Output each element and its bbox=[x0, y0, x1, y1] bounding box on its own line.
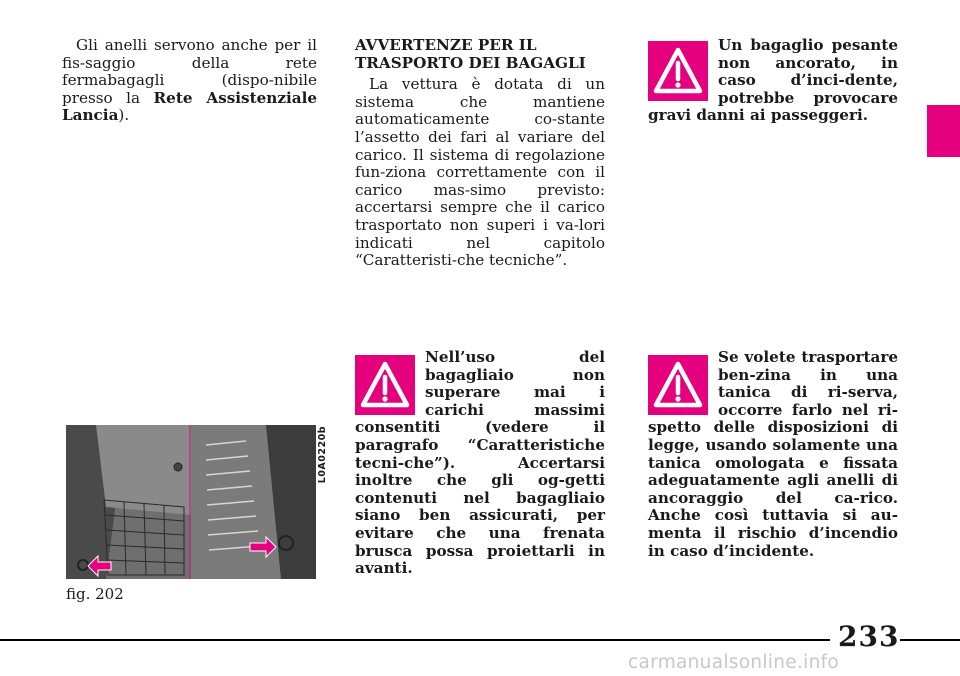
photo-illustration bbox=[66, 425, 316, 579]
lancia-service-network: Rete Assistenziale Lancia bbox=[62, 88, 317, 125]
warning-text: Nell’uso del bagagliaio non superare mai i carichi massimi consentiti (vedere il paragrafo “Caratteristiche tecni-che”). Accertarsi inoltre che gli og-getti contenuti nel bagagliaio siano ben assicurati, per evitare che una frenata brusca possa proiettarli in avanti. bbox=[355, 348, 605, 578]
footer-rule-right bbox=[900, 639, 960, 641]
warning-heavy-luggage bbox=[648, 37, 898, 125]
paragraph-text-end: ). bbox=[118, 106, 130, 125]
figure-caption: fig. 202 bbox=[66, 585, 124, 603]
paragraph-text: Gli anelli servono anche per il fis-saggio della rete fermabagagli (dispo-nibile presso la bbox=[62, 36, 317, 107]
section-tab bbox=[927, 105, 960, 157]
warning-text: Se volete trasportare ben-zina in una tanica di ri-serva, occorre farlo nel ri-spetto delle disposizioni di legge, usando solamente una tanica omologata e fissata adeguatamente agli anelli di ancoraggio del ca-rico. Anche così tuttavia si au-menta il rischio d’incendio in caso d’incidente. bbox=[648, 348, 898, 560]
warning-fuel-can bbox=[648, 349, 898, 560]
section-heading: AVVERTENZE PER IL TRASPORTO DEI BAGAGLI bbox=[355, 36, 586, 72]
figure-code: L0A0220b bbox=[317, 426, 328, 484]
paragraph-load-levelling: La vettura è dotata di un sistema che mantiene automaticamente co-stante l’assetto dei fari al variare del carico. Il sistema di regolazione fun-ziona correttamente con il carico mas-simo previsto: accertarsi sempre che il carico trasportato non superi i va-lori indicati nel capitolo “Caratteristi-che tecniche”. bbox=[355, 75, 605, 270]
footer-rule-left bbox=[0, 639, 830, 641]
warning-max-load bbox=[355, 349, 605, 578]
warning-triangle-icon bbox=[355, 355, 415, 415]
warning-text: Un bagaglio pesante non ancorato, in caso d’inci-dente, potrebbe provocare gravi danni ai passeggeri. bbox=[648, 36, 898, 125]
watermark: carmanualsonline.info bbox=[628, 652, 840, 673]
luggage-compartment-photo bbox=[66, 425, 316, 579]
warning-triangle-icon bbox=[648, 41, 708, 101]
page-number: 233 bbox=[838, 620, 900, 653]
paragraph-rings bbox=[62, 37, 317, 125]
column-1 bbox=[62, 37, 317, 125]
column-2 bbox=[355, 37, 605, 270]
warning-triangle-icon bbox=[648, 355, 708, 415]
